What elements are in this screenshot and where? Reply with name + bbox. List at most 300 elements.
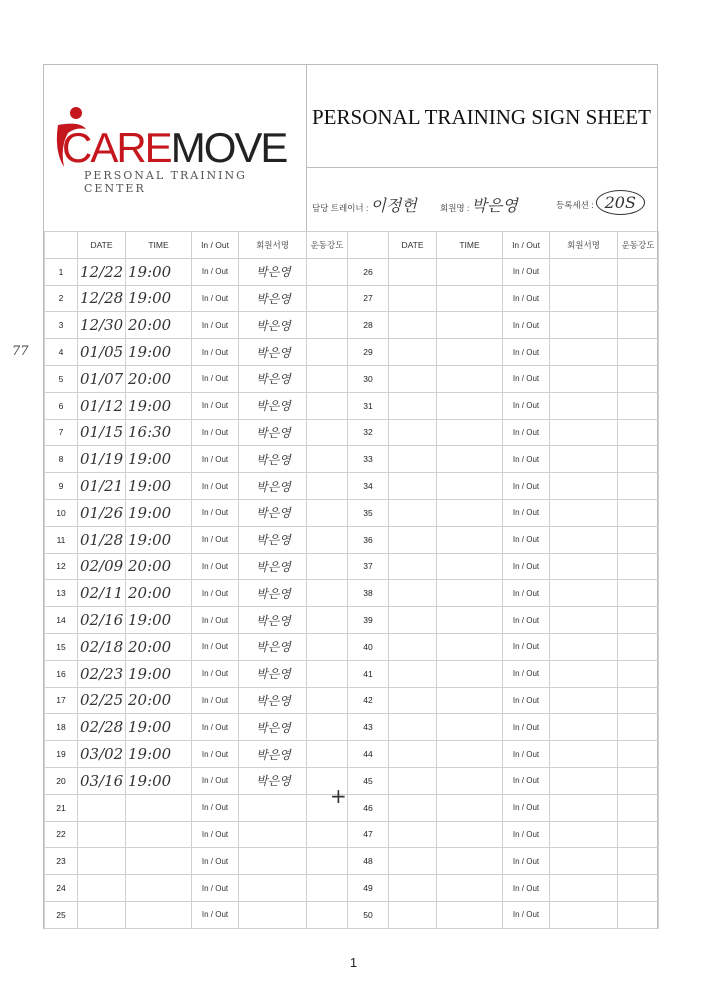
table-row xyxy=(45,767,659,794)
date-cell: 01/26 xyxy=(78,499,126,526)
date-cell: 01/07 xyxy=(78,365,126,392)
row-number-right: 26 xyxy=(348,258,389,285)
date-cell: 01/12 xyxy=(78,392,126,419)
signature-cell-right xyxy=(550,741,618,768)
divider xyxy=(306,167,657,168)
inout-cell: In / Out xyxy=(192,660,239,687)
intensity-cell-right xyxy=(618,794,659,821)
intensity-cell xyxy=(307,714,348,741)
signature-cell-right xyxy=(550,339,618,366)
time-cell: 19:00 xyxy=(126,741,192,768)
signature-cell-right xyxy=(550,901,618,928)
date-cell-right xyxy=(389,875,437,902)
date-cell-right xyxy=(389,633,437,660)
inout-cell: In / Out xyxy=(192,607,239,634)
intensity-cell xyxy=(307,419,348,446)
time-cell: 20:00 xyxy=(126,580,192,607)
row-number: 10 xyxy=(45,499,78,526)
date-cell-right xyxy=(389,392,437,419)
row-number: 20 xyxy=(45,767,78,794)
row-number: 18 xyxy=(45,714,78,741)
inout-cell-right: In / Out xyxy=(503,392,550,419)
time-cell-right xyxy=(437,365,503,392)
time-cell-right xyxy=(437,473,503,500)
date-cell xyxy=(78,848,126,875)
inout-cell: In / Out xyxy=(192,714,239,741)
row-number-right: 30 xyxy=(348,365,389,392)
date-cell: 12/22 xyxy=(78,258,126,285)
row-number: 4 xyxy=(45,339,78,366)
date-cell-right xyxy=(389,473,437,500)
time-cell: 16:30 xyxy=(126,419,192,446)
signature-cell: 박은영 xyxy=(239,258,307,285)
time-cell xyxy=(126,794,192,821)
intensity-cell xyxy=(307,392,348,419)
inout-cell: In / Out xyxy=(192,473,239,500)
date-cell-right xyxy=(389,767,437,794)
signature-cell-right xyxy=(550,526,618,553)
brand-subtitle: PERSONAL TRAINING CENTER xyxy=(84,169,247,195)
inout-cell-right: In / Out xyxy=(503,607,550,634)
intensity-cell-right xyxy=(618,633,659,660)
row-number-right: 41 xyxy=(348,660,389,687)
inout-cell-right: In / Out xyxy=(503,821,550,848)
row-number-right: 34 xyxy=(348,473,389,500)
page-title: PERSONAL TRAINING SIGN SHEET xyxy=(312,105,651,129)
time-cell: 19:00 xyxy=(126,499,192,526)
intensity-cell xyxy=(307,285,348,312)
date-cell xyxy=(78,901,126,928)
date-cell: 02/16 xyxy=(78,607,126,634)
row-number-right: 37 xyxy=(348,553,389,580)
row-number: 16 xyxy=(45,660,78,687)
signature-cell: 박은영 xyxy=(239,499,307,526)
date-cell-right xyxy=(389,580,437,607)
row-number: 15 xyxy=(45,633,78,660)
table-row xyxy=(45,687,659,714)
date-cell: 02/09 xyxy=(78,553,126,580)
table-header-row xyxy=(45,232,659,259)
row-number: 1 xyxy=(45,258,78,285)
date-cell: 01/05 xyxy=(78,339,126,366)
time-cell-right xyxy=(437,553,503,580)
inout-cell: In / Out xyxy=(192,285,239,312)
time-cell: 19:00 xyxy=(126,446,192,473)
intensity-cell-right xyxy=(618,607,659,634)
time-cell: 19:00 xyxy=(126,767,192,794)
row-number-right: 49 xyxy=(348,875,389,902)
signature-cell: 박은영 xyxy=(239,687,307,714)
date-cell: 01/21 xyxy=(78,473,126,500)
signature-cell xyxy=(239,875,307,902)
date-cell-right xyxy=(389,741,437,768)
col-inout: In / Out xyxy=(192,232,239,259)
time-cell-right xyxy=(437,580,503,607)
intensity-cell xyxy=(307,821,348,848)
inout-cell-right: In / Out xyxy=(503,473,550,500)
signature-cell: 박은영 xyxy=(239,285,307,312)
inout-cell: In / Out xyxy=(192,848,239,875)
inout-cell-right: In / Out xyxy=(503,901,550,928)
inout-cell: In / Out xyxy=(192,741,239,768)
row-number: 19 xyxy=(45,741,78,768)
intensity-cell-right xyxy=(618,875,659,902)
row-number-right: 50 xyxy=(348,901,389,928)
intensity-cell-right xyxy=(618,553,659,580)
date-cell: 12/28 xyxy=(78,285,126,312)
page-number: 1 xyxy=(349,955,358,970)
signature-cell-right xyxy=(550,419,618,446)
sessions-field xyxy=(556,193,645,212)
signature-cell: 박은영 xyxy=(239,580,307,607)
time-cell: 20:00 xyxy=(126,553,192,580)
signature-cell: 박은영 xyxy=(239,607,307,634)
signature-cell-right xyxy=(550,714,618,741)
inout-cell: In / Out xyxy=(192,553,239,580)
time-cell xyxy=(126,875,192,902)
intensity-cell-right xyxy=(618,714,659,741)
table-row xyxy=(45,633,659,660)
date-cell-right xyxy=(389,848,437,875)
row-number: 13 xyxy=(45,580,78,607)
date-cell-right xyxy=(389,553,437,580)
signature-cell: 박은영 xyxy=(239,419,307,446)
table-row xyxy=(45,741,659,768)
date-cell-right xyxy=(389,526,437,553)
row-number-right: 38 xyxy=(348,580,389,607)
time-cell: 19:00 xyxy=(126,339,192,366)
date-cell: 01/28 xyxy=(78,526,126,553)
cross-mark: + xyxy=(330,784,347,808)
signature-cell: 박은영 xyxy=(239,660,307,687)
inout-cell: In / Out xyxy=(192,875,239,902)
date-cell: 03/16 xyxy=(78,767,126,794)
signature-cell-right xyxy=(550,767,618,794)
col-date-right: DATE xyxy=(389,232,437,259)
intensity-cell-right xyxy=(618,285,659,312)
signature-cell xyxy=(239,848,307,875)
signature-cell-right xyxy=(550,312,618,339)
time-cell-right xyxy=(437,767,503,794)
inout-cell: In / Out xyxy=(192,794,239,821)
time-cell-right xyxy=(437,312,503,339)
col-intensity: 운동강도 xyxy=(307,232,348,259)
table-row xyxy=(45,258,659,285)
row-number: 25 xyxy=(45,901,78,928)
time-cell-right xyxy=(437,875,503,902)
col-inout-right: In / Out xyxy=(503,232,550,259)
signature-cell-right xyxy=(550,821,618,848)
signature-cell: 박은영 xyxy=(239,392,307,419)
date-cell-right xyxy=(389,419,437,446)
date-cell: 03/02 xyxy=(78,741,126,768)
row-number-right: 33 xyxy=(348,446,389,473)
row-number-right: 46 xyxy=(348,794,389,821)
table-row xyxy=(45,875,659,902)
row-number-right: 32 xyxy=(348,419,389,446)
time-cell: 20:00 xyxy=(126,312,192,339)
signature-cell-right xyxy=(550,660,618,687)
signature-cell: 박은영 xyxy=(239,312,307,339)
date-cell xyxy=(78,875,126,902)
signature-cell-right xyxy=(550,580,618,607)
inout-cell: In / Out xyxy=(192,526,239,553)
signature-cell-right xyxy=(550,794,618,821)
brand-logo: CAREMOVE xyxy=(62,124,287,171)
time-cell: 19:00 xyxy=(126,526,192,553)
table-row xyxy=(45,526,659,553)
inout-cell: In / Out xyxy=(192,580,239,607)
intensity-cell-right xyxy=(618,901,659,928)
date-cell: 02/11 xyxy=(78,580,126,607)
col-time: TIME xyxy=(126,232,192,259)
row-number-right: 28 xyxy=(348,312,389,339)
sessions-label: 등록세션 : xyxy=(556,200,594,210)
row-number-right: 35 xyxy=(348,499,389,526)
inout-cell-right: In / Out xyxy=(503,499,550,526)
table-row xyxy=(45,473,659,500)
inout-cell: In / Out xyxy=(192,633,239,660)
row-number: 11 xyxy=(45,526,78,553)
intensity-cell-right xyxy=(618,365,659,392)
time-cell-right xyxy=(437,446,503,473)
inout-cell-right: In / Out xyxy=(503,633,550,660)
intensity-cell xyxy=(307,446,348,473)
time-cell-right xyxy=(437,848,503,875)
time-cell: 19:00 xyxy=(126,285,192,312)
sessions-value: 20S xyxy=(596,190,645,215)
intensity-cell-right xyxy=(618,473,659,500)
inout-cell-right: In / Out xyxy=(503,687,550,714)
col-signature-right: 회원서명 xyxy=(550,232,618,259)
inout-cell: In / Out xyxy=(192,687,239,714)
time-cell xyxy=(126,821,192,848)
inout-cell-right: In / Out xyxy=(503,419,550,446)
intensity-cell xyxy=(307,526,348,553)
signature-cell-right xyxy=(550,499,618,526)
time-cell: 19:00 xyxy=(126,607,192,634)
date-cell: 02/18 xyxy=(78,633,126,660)
inout-cell-right: In / Out xyxy=(503,741,550,768)
date-cell-right xyxy=(389,365,437,392)
row-number: 6 xyxy=(45,392,78,419)
inout-cell: In / Out xyxy=(192,339,239,366)
signature-cell-right xyxy=(550,553,618,580)
row-number-right: 48 xyxy=(348,848,389,875)
row-number: 3 xyxy=(45,312,78,339)
time-cell-right xyxy=(437,901,503,928)
intensity-cell xyxy=(307,741,348,768)
signature-cell-right xyxy=(550,875,618,902)
inout-cell-right: In / Out xyxy=(503,848,550,875)
signature-cell: 박은영 xyxy=(239,446,307,473)
inout-cell: In / Out xyxy=(192,499,239,526)
date-cell-right xyxy=(389,258,437,285)
inout-cell-right: In / Out xyxy=(503,446,550,473)
table-row xyxy=(45,794,659,821)
date-cell: 02/23 xyxy=(78,660,126,687)
col-signature: 회원서명 xyxy=(239,232,307,259)
inout-cell: In / Out xyxy=(192,767,239,794)
table-row xyxy=(45,580,659,607)
table-row xyxy=(45,446,659,473)
date-cell: 02/28 xyxy=(78,714,126,741)
date-cell-right xyxy=(389,714,437,741)
table-row xyxy=(45,821,659,848)
trainer-value: 이정헌 xyxy=(370,196,417,215)
margin-note: 77 xyxy=(12,344,29,359)
intensity-cell-right xyxy=(618,767,659,794)
table-row xyxy=(45,660,659,687)
signature-cell-right xyxy=(550,285,618,312)
time-cell-right xyxy=(437,660,503,687)
intensity-cell-right xyxy=(618,848,659,875)
signature-cell xyxy=(239,821,307,848)
signature-cell-right xyxy=(550,607,618,634)
intensity-cell xyxy=(307,339,348,366)
intensity-cell-right xyxy=(618,339,659,366)
time-cell: 19:00 xyxy=(126,714,192,741)
signature-cell xyxy=(239,901,307,928)
time-cell-right xyxy=(437,633,503,660)
table-row xyxy=(45,285,659,312)
intensity-cell-right xyxy=(618,741,659,768)
sign-table-area xyxy=(44,231,657,929)
intensity-cell xyxy=(307,553,348,580)
intensity-cell-right xyxy=(618,821,659,848)
time-cell: 20:00 xyxy=(126,633,192,660)
col-date: DATE xyxy=(78,232,126,259)
table-row xyxy=(45,607,659,634)
member-value: 박은영 xyxy=(471,196,518,215)
inout-cell-right: In / Out xyxy=(503,714,550,741)
row-number-right: 42 xyxy=(348,687,389,714)
row-number: 17 xyxy=(45,687,78,714)
inout-cell-right: In / Out xyxy=(503,875,550,902)
signature-cell: 박은영 xyxy=(239,339,307,366)
sheet-header xyxy=(44,65,657,231)
inout-cell-right: In / Out xyxy=(503,767,550,794)
intensity-cell xyxy=(307,660,348,687)
intensity-cell-right xyxy=(618,419,659,446)
signature-cell-right xyxy=(550,473,618,500)
row-number: 23 xyxy=(45,848,78,875)
time-cell xyxy=(126,848,192,875)
signature-cell: 박은영 xyxy=(239,714,307,741)
col-time-right: TIME xyxy=(437,232,503,259)
row-number: 24 xyxy=(45,875,78,902)
date-cell-right xyxy=(389,339,437,366)
intensity-cell xyxy=(307,312,348,339)
time-cell-right xyxy=(437,741,503,768)
inout-cell-right: In / Out xyxy=(503,365,550,392)
intensity-cell-right xyxy=(618,687,659,714)
signature-cell-right xyxy=(550,687,618,714)
intensity-cell xyxy=(307,580,348,607)
inout-cell: In / Out xyxy=(192,901,239,928)
row-number: 14 xyxy=(45,607,78,634)
time-cell-right xyxy=(437,526,503,553)
date-cell xyxy=(78,794,126,821)
date-cell: 12/30 xyxy=(78,312,126,339)
row-number-right: 31 xyxy=(348,392,389,419)
time-cell-right xyxy=(437,794,503,821)
time-cell-right xyxy=(437,607,503,634)
table-row xyxy=(45,419,659,446)
time-cell: 19:00 xyxy=(126,660,192,687)
signature-cell-right xyxy=(550,848,618,875)
row-number-right: 39 xyxy=(348,607,389,634)
date-cell-right xyxy=(389,901,437,928)
signature-cell-right xyxy=(550,258,618,285)
signature-cell-right xyxy=(550,446,618,473)
signature-cell: 박은영 xyxy=(239,633,307,660)
intensity-cell xyxy=(307,499,348,526)
intensity-cell xyxy=(307,901,348,928)
row-number-right: 43 xyxy=(348,714,389,741)
row-number: 22 xyxy=(45,821,78,848)
logo-box xyxy=(44,65,307,231)
time-cell: 19:00 xyxy=(126,258,192,285)
inout-cell: In / Out xyxy=(192,419,239,446)
time-cell: 20:00 xyxy=(126,687,192,714)
sign-table xyxy=(44,231,659,929)
date-cell-right xyxy=(389,446,437,473)
row-number: 5 xyxy=(45,365,78,392)
intensity-cell xyxy=(307,473,348,500)
intensity-cell-right xyxy=(618,660,659,687)
member-label: 회원명 : xyxy=(440,203,470,213)
intensity-cell xyxy=(307,607,348,634)
time-cell-right xyxy=(437,821,503,848)
table-row xyxy=(45,848,659,875)
table-row xyxy=(45,392,659,419)
inout-cell-right: In / Out xyxy=(503,285,550,312)
intensity-cell-right xyxy=(618,258,659,285)
intensity-cell xyxy=(307,875,348,902)
intensity-cell xyxy=(307,848,348,875)
date-cell-right xyxy=(389,660,437,687)
time-cell-right xyxy=(437,285,503,312)
inout-cell: In / Out xyxy=(192,365,239,392)
date-cell-right xyxy=(389,312,437,339)
table-row xyxy=(45,714,659,741)
signature-cell: 박은영 xyxy=(239,553,307,580)
sign-sheet xyxy=(43,64,658,929)
inout-cell: In / Out xyxy=(192,821,239,848)
inout-cell: In / Out xyxy=(192,392,239,419)
row-number-right: 40 xyxy=(348,633,389,660)
date-cell-right xyxy=(389,607,437,634)
inout-cell-right: In / Out xyxy=(503,258,550,285)
signature-cell: 박은영 xyxy=(239,473,307,500)
signature-cell: 박은영 xyxy=(239,365,307,392)
time-cell-right xyxy=(437,499,503,526)
time-cell-right xyxy=(437,419,503,446)
table-row xyxy=(45,312,659,339)
row-number-right: 29 xyxy=(348,339,389,366)
row-number: 7 xyxy=(45,419,78,446)
intensity-cell-right xyxy=(618,312,659,339)
date-cell xyxy=(78,821,126,848)
inout-cell-right: In / Out xyxy=(503,553,550,580)
signature-cell-right xyxy=(550,392,618,419)
intensity-cell xyxy=(307,687,348,714)
row-number-right: 27 xyxy=(348,285,389,312)
table-row xyxy=(45,499,659,526)
time-cell xyxy=(126,901,192,928)
inout-cell-right: In / Out xyxy=(503,526,550,553)
